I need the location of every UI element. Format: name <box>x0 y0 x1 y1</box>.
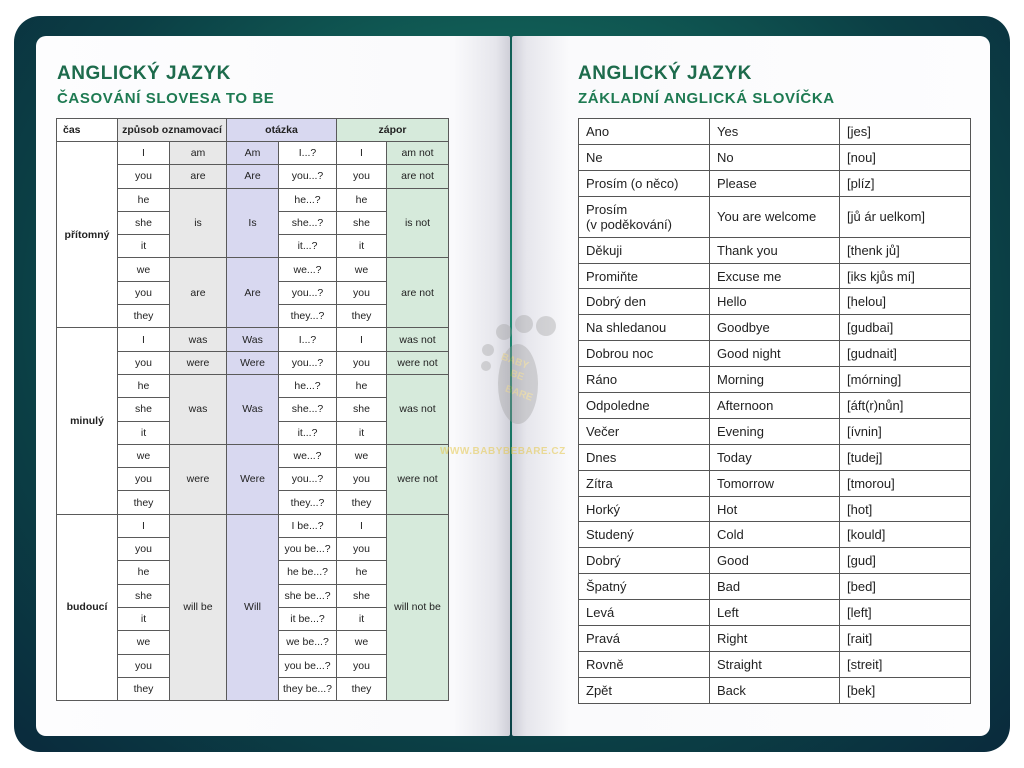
negative-form-cell: are not <box>387 258 449 328</box>
negative-form-cell: will not be <box>387 514 449 700</box>
pronoun-cell: she <box>118 398 170 421</box>
question-pronoun-cell: I...? <box>279 328 337 351</box>
table-row <box>579 315 971 341</box>
english-word-cell: Right <box>710 626 840 652</box>
negative-form-cell: am not <box>387 142 449 165</box>
pronoun-cell: I <box>118 328 170 351</box>
czech-word-cell: Ráno <box>579 367 710 393</box>
question-verb-cell: Were <box>227 351 279 374</box>
question-pronoun-cell: he be...? <box>279 561 337 584</box>
czech-word-cell: Děkuji <box>579 237 710 263</box>
pronunciation-cell: [jů ár uelkom] <box>840 196 971 237</box>
english-word-cell: No <box>710 144 840 170</box>
verb-form-cell: was <box>170 328 227 351</box>
tense-label-future: budoucí <box>57 514 118 700</box>
negative-pronoun-cell: it <box>337 421 387 444</box>
czech-word-cell: Rovně <box>579 651 710 677</box>
verb-form-cell: are <box>170 258 227 328</box>
logo-word-be: BE <box>508 368 526 384</box>
question-pronoun-cell: she...? <box>279 398 337 421</box>
negative-pronoun-cell: you <box>337 468 387 491</box>
table-row <box>579 341 971 367</box>
pronoun-cell: it <box>118 607 170 630</box>
english-word-cell: Tomorrow <box>710 470 840 496</box>
pronoun-cell: we <box>118 631 170 654</box>
table-row <box>579 574 971 600</box>
negative-pronoun-cell: he <box>337 374 387 397</box>
header-tense: čas <box>57 119 118 142</box>
vocabulary-table <box>578 118 971 704</box>
negative-form-cell: were not <box>387 444 449 514</box>
pronoun-cell: you <box>118 654 170 677</box>
english-word-cell: Yes <box>710 119 840 145</box>
question-pronoun-cell: you...? <box>279 281 337 304</box>
pronoun-cell: she <box>118 584 170 607</box>
question-pronoun-cell: you...? <box>279 165 337 188</box>
negative-pronoun-cell: we <box>337 631 387 654</box>
header-indicative: způsob oznamovací <box>118 119 227 142</box>
question-pronoun-cell: you...? <box>279 351 337 374</box>
question-pronoun-cell: they be...? <box>279 677 337 700</box>
negative-pronoun-cell: you <box>337 351 387 374</box>
question-verb-cell: Are <box>227 165 279 188</box>
right-page-subtitle: ZÁKLADNÍ ANGLICKÁ SLOVÍČKA <box>578 90 835 107</box>
pronunciation-cell: [helou] <box>840 289 971 315</box>
table-row <box>579 289 971 315</box>
question-pronoun-cell: he...? <box>279 188 337 211</box>
czech-word-cell: Studený <box>579 522 710 548</box>
header-question: otázka <box>227 119 337 142</box>
question-pronoun-cell: it...? <box>279 235 337 258</box>
negative-form-cell: were not <box>387 351 449 374</box>
negative-form-cell: is not <box>387 188 449 258</box>
pronunciation-cell: [gudbai] <box>840 315 971 341</box>
english-word-cell: Left <box>710 600 840 626</box>
negative-pronoun-cell: they <box>337 305 387 328</box>
english-word-cell: Excuse me <box>710 263 840 289</box>
negative-form-cell: are not <box>387 165 449 188</box>
czech-word-cell: Na shledanou <box>579 315 710 341</box>
negative-pronoun-cell: I <box>337 514 387 537</box>
czech-word-cell: Prosím (v poděkování) <box>579 196 710 237</box>
right-page-title: ANGLICKÝ JAZYK <box>578 63 752 84</box>
table-row <box>579 196 971 237</box>
english-word-cell: Morning <box>710 367 840 393</box>
verb-form-cell: were <box>170 351 227 374</box>
pronunciation-cell: [kould] <box>840 522 971 548</box>
czech-word-cell: Dnes <box>579 444 710 470</box>
question-verb-cell: Am <box>227 142 279 165</box>
table-row <box>579 367 971 393</box>
pronoun-cell: he <box>118 188 170 211</box>
pronoun-cell: you <box>118 281 170 304</box>
negative-pronoun-cell: you <box>337 538 387 561</box>
negative-pronoun-cell: she <box>337 398 387 421</box>
pronunciation-cell: [gudnait] <box>840 341 971 367</box>
negative-form-cell: was not <box>387 328 449 351</box>
czech-word-cell: Prosím (o něco) <box>579 170 710 196</box>
table-row <box>579 548 971 574</box>
pronunciation-cell: [hot] <box>840 496 971 522</box>
negative-pronoun-cell: you <box>337 165 387 188</box>
english-word-cell: Evening <box>710 418 840 444</box>
watermark-url: WWW.BABYBEBARE.CZ <box>440 446 566 457</box>
pronunciation-cell: [mórning] <box>840 367 971 393</box>
czech-word-cell: Dobrý <box>579 548 710 574</box>
czech-word-cell: Levá <box>579 600 710 626</box>
table-row <box>579 677 971 703</box>
question-pronoun-cell: you be...? <box>279 654 337 677</box>
english-word-cell: You are welcome <box>710 196 840 237</box>
baby-be-bare-footprint-logo <box>478 312 568 432</box>
question-verb-cell: Were <box>227 444 279 514</box>
negative-pronoun-cell: we <box>337 258 387 281</box>
question-verb-cell: Was <box>227 374 279 444</box>
negative-pronoun-cell: they <box>337 491 387 514</box>
czech-word-cell: Špatný <box>579 574 710 600</box>
question-pronoun-cell: we...? <box>279 444 337 467</box>
left-page-subtitle: ČASOVÁNÍ SLOVESA TO BE <box>57 90 275 107</box>
pronunciation-cell: [thenk jů] <box>840 237 971 263</box>
question-pronoun-cell: he...? <box>279 374 337 397</box>
tense-label-past: minulý <box>57 328 118 514</box>
czech-word-cell: Dobrou noc <box>579 341 710 367</box>
pronunciation-cell: [left] <box>840 600 971 626</box>
question-verb-cell: Will <box>227 514 279 700</box>
table-row <box>579 470 971 496</box>
tense-label-present: přítomný <box>57 142 118 328</box>
pronunciation-cell: [plíz] <box>840 170 971 196</box>
negative-form-cell: was not <box>387 374 449 444</box>
question-verb-cell: Is <box>227 188 279 258</box>
question-verb-cell: Are <box>227 258 279 328</box>
negative-pronoun-cell: she <box>337 211 387 234</box>
table-row <box>579 496 971 522</box>
verb-form-cell: was <box>170 374 227 444</box>
czech-word-cell: Odpoledne <box>579 393 710 419</box>
question-pronoun-cell: she be...? <box>279 584 337 607</box>
table-row <box>579 144 971 170</box>
pronoun-cell: you <box>118 468 170 491</box>
pronoun-cell: he <box>118 374 170 397</box>
english-word-cell: Good <box>710 548 840 574</box>
english-word-cell: Good night <box>710 341 840 367</box>
negative-pronoun-cell: she <box>337 584 387 607</box>
pronunciation-cell: [ívnin] <box>840 418 971 444</box>
pronunciation-cell: [tudej] <box>840 444 971 470</box>
pronoun-cell: they <box>118 305 170 328</box>
czech-word-cell: Ne <box>579 144 710 170</box>
pronoun-cell: I <box>118 142 170 165</box>
negative-pronoun-cell: he <box>337 561 387 584</box>
verb-form-cell: is <box>170 188 227 258</box>
table-row <box>579 626 971 652</box>
table-row <box>579 444 971 470</box>
question-pronoun-cell: I be...? <box>279 514 337 537</box>
table-row <box>579 600 971 626</box>
pronoun-cell: they <box>118 677 170 700</box>
to-be-conjugation-table <box>56 118 449 701</box>
table-header-row <box>57 119 449 142</box>
czech-word-cell: Promiňte <box>579 263 710 289</box>
logo-word-baby: BABY <box>499 351 531 372</box>
pronunciation-cell: [gud] <box>840 548 971 574</box>
pronoun-cell: you <box>118 538 170 561</box>
pronunciation-cell: [iks kjůs mí] <box>840 263 971 289</box>
negative-pronoun-cell: I <box>337 142 387 165</box>
table-row <box>579 119 971 145</box>
table-row <box>579 418 971 444</box>
pronoun-cell: we <box>118 444 170 467</box>
pronunciation-cell: [rait] <box>840 626 971 652</box>
czech-word-cell: Ano <box>579 119 710 145</box>
pronunciation-cell: [tmorou] <box>840 470 971 496</box>
pronoun-cell: they <box>118 491 170 514</box>
czech-word-cell: Dobrý den <box>579 289 710 315</box>
english-word-cell: Straight <box>710 651 840 677</box>
table-row <box>57 142 449 165</box>
english-word-cell: Hot <box>710 496 840 522</box>
negative-pronoun-cell: they <box>337 677 387 700</box>
english-word-cell: Bad <box>710 574 840 600</box>
czech-word-cell: Zpět <box>579 677 710 703</box>
negative-pronoun-cell: he <box>337 188 387 211</box>
pronunciation-cell: [nou] <box>840 144 971 170</box>
negative-pronoun-cell: I <box>337 328 387 351</box>
pronoun-cell: you <box>118 165 170 188</box>
negative-pronoun-cell: it <box>337 607 387 630</box>
pronunciation-cell: [jes] <box>840 119 971 145</box>
table-row <box>579 393 971 419</box>
verb-form-cell: were <box>170 444 227 514</box>
czech-word-cell: Pravá <box>579 626 710 652</box>
table-row <box>579 522 971 548</box>
english-word-cell: Cold <box>710 522 840 548</box>
question-pronoun-cell: they...? <box>279 491 337 514</box>
table-row <box>579 237 971 263</box>
verb-form-cell: am <box>170 142 227 165</box>
pronoun-cell: it <box>118 235 170 258</box>
verb-form-cell: will be <box>170 514 227 700</box>
english-word-cell: Afternoon <box>710 393 840 419</box>
english-word-cell: Please <box>710 170 840 196</box>
table-row <box>579 263 971 289</box>
question-pronoun-cell: it be...? <box>279 607 337 630</box>
question-pronoun-cell: you be...? <box>279 538 337 561</box>
english-word-cell: Goodbye <box>710 315 840 341</box>
pronoun-cell: you <box>118 351 170 374</box>
question-verb-cell: Was <box>227 328 279 351</box>
table-row <box>57 514 449 537</box>
negative-pronoun-cell: we <box>337 444 387 467</box>
pronoun-cell: she <box>118 211 170 234</box>
left-page-title: ANGLICKÝ JAZYK <box>57 63 231 84</box>
czech-word-cell: Horký <box>579 496 710 522</box>
question-pronoun-cell: they...? <box>279 305 337 328</box>
english-word-cell: Today <box>710 444 840 470</box>
table-row <box>57 328 449 351</box>
pronunciation-cell: [áft(r)nůn] <box>840 393 971 419</box>
czech-word-cell: Večer <box>579 418 710 444</box>
pronunciation-cell: [bek] <box>840 677 971 703</box>
negative-pronoun-cell: you <box>337 281 387 304</box>
pronunciation-cell: [streit] <box>840 651 971 677</box>
logo-word-bare: BARE <box>503 383 535 404</box>
pronoun-cell: he <box>118 561 170 584</box>
english-word-cell: Thank you <box>710 237 840 263</box>
verb-form-cell: are <box>170 165 227 188</box>
english-word-cell: Back <box>710 677 840 703</box>
negative-pronoun-cell: you <box>337 654 387 677</box>
question-pronoun-cell: it...? <box>279 421 337 444</box>
czech-word-cell: Zítra <box>579 470 710 496</box>
table-row <box>579 651 971 677</box>
pronoun-cell: I <box>118 514 170 537</box>
table-row <box>579 170 971 196</box>
pronoun-cell: it <box>118 421 170 444</box>
english-word-cell: Hello <box>710 289 840 315</box>
question-pronoun-cell: I...? <box>279 142 337 165</box>
pronoun-cell: we <box>118 258 170 281</box>
question-pronoun-cell: you...? <box>279 468 337 491</box>
negative-pronoun-cell: it <box>337 235 387 258</box>
question-pronoun-cell: we...? <box>279 258 337 281</box>
question-pronoun-cell: we be...? <box>279 631 337 654</box>
question-pronoun-cell: she...? <box>279 211 337 234</box>
header-negative: zápor <box>337 119 449 142</box>
pronunciation-cell: [bed] <box>840 574 971 600</box>
